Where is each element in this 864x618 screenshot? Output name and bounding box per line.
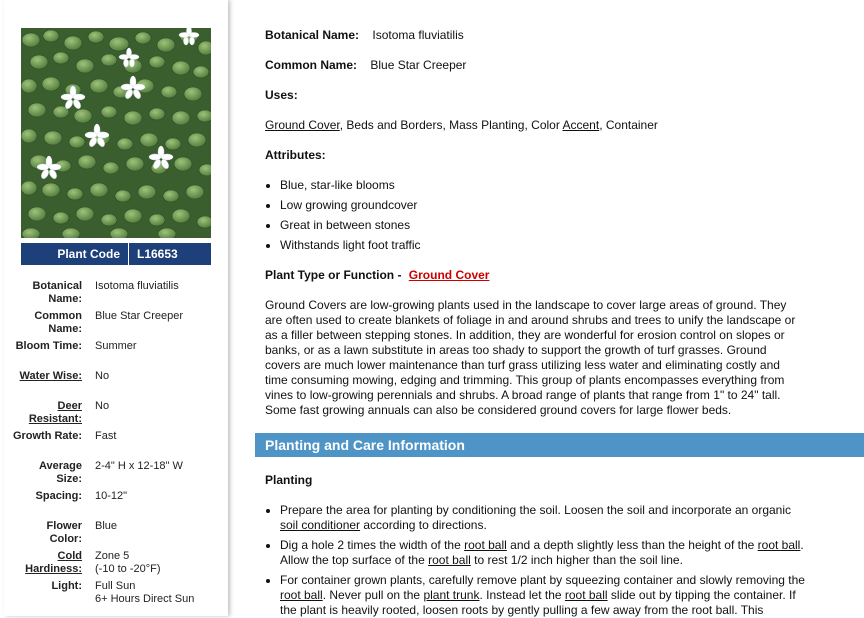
water-wise-link[interactable]: Water Wise:: [19, 370, 82, 382]
detail-label-link[interactable]: [12, 400, 82, 426]
detail-label-link[interactable]: [12, 550, 82, 576]
root-ball-link[interactable]: root ball: [564, 588, 608, 602]
planting-text: slide out by tipping the container. If: [607, 588, 796, 602]
detail-value-line1: Full Sun: [95, 580, 136, 592]
plant-code-value: L16653: [137, 247, 178, 261]
plant-type-link[interactable]: Ground Cover: [408, 268, 490, 282]
planting-label: Planting: [265, 473, 313, 487]
description-line: covers are much lower maintenance than turf grass utilizing less water and eliminating costly and: [265, 358, 780, 372]
detail-value-line2: 6+ Hours Direct Sun: [95, 593, 195, 605]
detail-value: Fast: [95, 430, 117, 442]
uses-label: Uses:: [265, 88, 298, 102]
attributes-heading: [265, 148, 326, 163]
attributes-list: [265, 178, 805, 258]
description-line: banks, or as a lawn substitute in areas too shady to support the growth of turf grasses. Ground: [265, 343, 767, 357]
common-name-label: Common Name:: [265, 58, 358, 72]
common-name-value: Blue Star Creeper: [370, 58, 467, 72]
detail-label: Botanical Name:: [32, 280, 82, 305]
detail-value: No: [95, 370, 110, 382]
botanical-name-label: Botanical Name:: [265, 28, 360, 42]
planting-heading: [265, 473, 312, 488]
root-ball-link[interactable]: root ball: [280, 588, 323, 602]
list-item: Blue, star-like blooms: [265, 178, 805, 198]
deer-resistant-link[interactable]: Deer Resistant:: [28, 400, 82, 425]
root-ball-link[interactable]: root ball: [428, 553, 471, 567]
list-item: Great in between stones: [265, 218, 805, 238]
plant-sidebar: [4, 0, 228, 616]
planting-line: [280, 588, 825, 603]
plant-code-bar: [21, 243, 211, 265]
description-line: are often used to create blankets of foliage in and around shrubs and trees to unify the landscape or: [265, 313, 796, 327]
description-line: time consuming mowing, edging and trimming. This group of plants encompasses everything from: [265, 373, 785, 387]
planting-text: to rest 1/2 inch higher than the soil line.: [470, 553, 683, 567]
root-ball-link[interactable]: root ball: [464, 538, 507, 552]
plant-code-label: Plant Code: [21, 243, 129, 265]
botanical-name-row: [265, 28, 464, 43]
list-item: [265, 538, 825, 568]
detail-value: No: [95, 400, 110, 412]
cold-hardiness-link[interactable]: Cold Hardiness:: [25, 550, 82, 575]
planting-text: Allow the top surface of the: [280, 553, 429, 567]
accent-link[interactable]: Accent: [562, 118, 600, 132]
planting-list: [265, 503, 825, 618]
detail-label: Bloom Time:: [15, 340, 82, 352]
list-item: [265, 503, 825, 533]
plant-photo: [21, 28, 211, 238]
planting-text: according to directions.: [360, 518, 487, 532]
detail-label: Average Size:: [38, 460, 82, 485]
list-item: Low growing groundcover: [265, 198, 805, 218]
detail-label: Common Name:: [34, 310, 82, 335]
detail-label: Growth Rate:: [12, 430, 82, 442]
description-paragraph: [265, 298, 825, 418]
detail-value: Summer: [95, 340, 137, 352]
section-header: Planting and Care Information: [255, 433, 864, 457]
description-line: Some fast growing annuals can also be considered ground covers for large flower beds.: [265, 403, 732, 417]
list-item: [265, 573, 825, 618]
planting-text: .: [800, 538, 804, 552]
detail-value: Isotoma fluviatilis: [95, 280, 179, 292]
list-item: Withstands light foot traffic: [265, 238, 805, 258]
description-line: vines to low-growing perennials and shrubs. A broad range of plants that range from 1" to 24" tall.: [265, 388, 781, 402]
planting-line: the plant is heavily rooted, loosen roots by gently pulling a few away from the root ball. This: [280, 603, 764, 617]
detail-value: Blue: [95, 520, 118, 532]
planting-line: [280, 553, 825, 568]
uses-text-end: , Container: [599, 118, 658, 132]
planting-line: [280, 518, 825, 533]
detail-label: Flower Color:: [46, 520, 82, 545]
botanical-name-value: Isotoma fluviatilis: [372, 28, 464, 42]
planting-line: Prepare the area for planting by conditioning the soil. Loosen the soil and incorporate an organic: [280, 503, 792, 517]
description-line: Ground Covers are low-growing plants used in the landscape to cover large areas of ground. They: [265, 298, 787, 312]
detail-value: 10-12": [95, 490, 128, 502]
detail-value-line1: Zone 5: [95, 550, 130, 562]
ground-cover-link[interactable]: Ground Cover: [265, 118, 340, 132]
planting-line: For container grown plants, carefully remove plant by squeezing container and slowly removing the: [280, 573, 805, 587]
common-name-row: [265, 58, 466, 73]
detail-value: 2-4" H x 12-18" W: [95, 460, 183, 472]
detail-value: [95, 580, 225, 606]
plant-type-row: [265, 268, 489, 283]
description-line: as a filler between stepping stones. In addition, they are wonderful for erosion control on slopes or: [265, 328, 785, 342]
detail-label: Light:: [51, 580, 82, 592]
planting-text: and a depth slightly less than the height of the: [506, 538, 758, 552]
plant-trunk-link[interactable]: plant trunk: [423, 588, 480, 602]
uses-heading: [265, 88, 298, 103]
root-ball-link[interactable]: root ball: [757, 538, 801, 552]
attributes-label: Attributes:: [265, 148, 326, 162]
uses-list: [265, 118, 658, 133]
detail-value: Blue Star Creeper: [95, 310, 184, 322]
detail-value: [95, 550, 225, 576]
planting-line: [280, 538, 825, 553]
uses-text: , Beds and Borders, Mass Planting, Color: [339, 118, 563, 132]
planting-text: . Instead let the: [479, 588, 565, 602]
soil-conditioner-link[interactable]: soil conditioner: [280, 518, 361, 532]
detail-label: Spacing:: [35, 490, 82, 502]
detail-label-link[interactable]: [12, 370, 82, 383]
plant-type-label: Plant Type or Function -: [265, 268, 402, 282]
detail-value-line2: (-10 to -20°F): [95, 563, 161, 575]
planting-text: Dig a hole 2 times the width of the: [280, 538, 465, 552]
planting-text: . Never pull on the: [322, 588, 424, 602]
